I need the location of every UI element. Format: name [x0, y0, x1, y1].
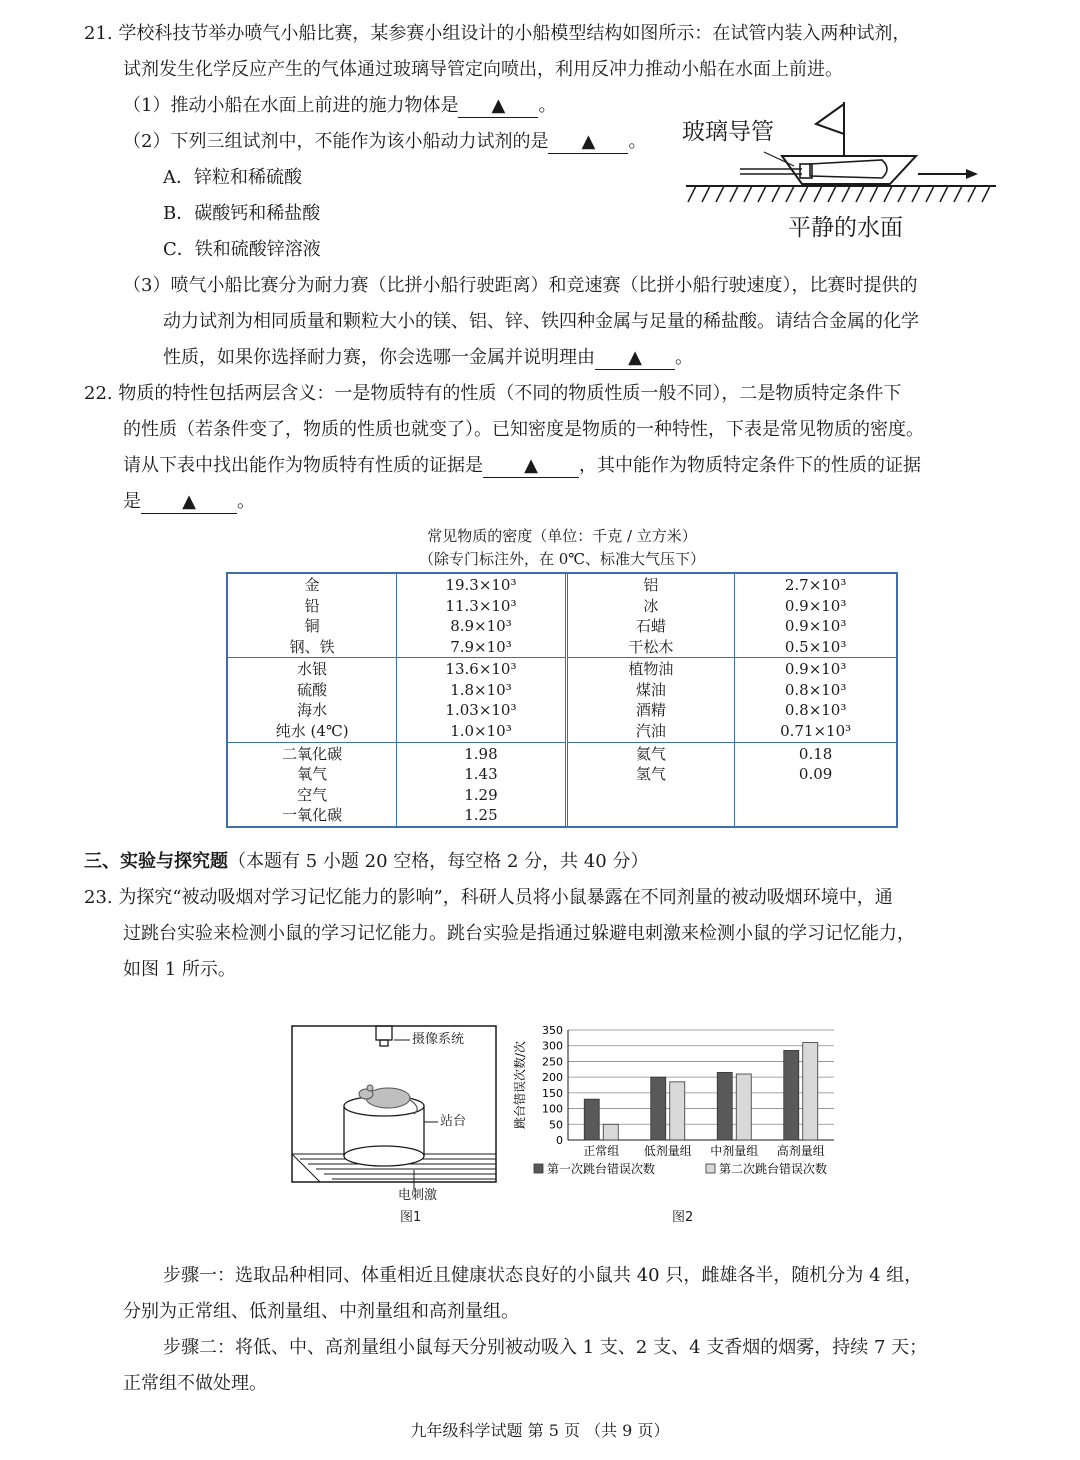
bar-second-attempt	[603, 1124, 618, 1140]
label-water-surface: 平静的水面	[788, 215, 903, 241]
table-cell-text: 8.9×10³	[450, 617, 512, 635]
q21-part1: （1）推动小船在水面上前进的施力物体是 ▲ 。	[123, 95, 557, 116]
table-cell-text: 氦气	[635, 744, 666, 763]
bar-first-attempt	[584, 1099, 599, 1140]
q22-line4: 是 ▲ 。	[123, 491, 255, 512]
density-group-row	[228, 742, 896, 826]
q21-part3-line1: （3）喷气小船比赛分为耐力赛（比拼小船行驶距离）和竞速赛（比拼小船行驶速度），比赛时提供的	[123, 275, 918, 296]
page-footer: 九年级科学试题 第 5 页 （共 9 页）	[410, 1421, 670, 1440]
table-cell-text: 0.18	[798, 744, 833, 763]
x-category-label: 正常组	[583, 1144, 620, 1158]
answer-blank[interactable]: ▲	[548, 131, 628, 154]
table-cell-text: 0.09	[798, 765, 833, 784]
table-cell-text: 1.25	[464, 806, 498, 825]
bar-first-attempt	[651, 1077, 666, 1140]
density-value-cell	[735, 658, 896, 742]
table-cell-text: 硫酸	[297, 680, 328, 699]
answer-blank[interactable]: ▲	[483, 455, 579, 478]
table-cell-text: 1.29	[464, 785, 498, 804]
density-value-cell	[397, 574, 566, 658]
legend-swatch	[706, 1164, 715, 1173]
table-cell-text: 11.3×10³	[445, 596, 517, 615]
legend-label: 第二次跳台错误次数	[719, 1162, 828, 1176]
water-hatching	[688, 186, 990, 202]
table-cell-text: 0.71×10³	[780, 721, 852, 740]
table-cell-text: 汽油	[635, 721, 666, 740]
table-cell-text: 干松木	[628, 637, 674, 656]
table-cell-text: 7.9×10³	[450, 637, 512, 656]
substance-name-cell	[228, 742, 397, 826]
x-category-label: 中剂量组	[710, 1144, 759, 1158]
section-heading: 三、实验与探究题（本题有 5 小题 20 空格，每空格 2 分，共 40 分）	[84, 851, 649, 872]
table-cell-text: 铅	[304, 596, 320, 615]
figure-2	[512, 1018, 862, 1230]
table-cell-text: 煤油	[635, 680, 666, 699]
legend-label: 第一次跳台错误次数	[547, 1162, 656, 1176]
table-cell-text: 0.9×10³	[784, 660, 847, 679]
camera-label: 摄像系统	[412, 1032, 465, 1047]
density-group-row	[228, 658, 896, 742]
bar-second-attempt	[670, 1082, 685, 1140]
table-cell-text: 1.8×10³	[450, 680, 512, 699]
camera	[376, 1026, 392, 1040]
table-cell-text: 0.8×10³	[784, 680, 847, 699]
table-cell-text: 石蜡	[635, 617, 666, 635]
x-category-label: 低剂量组	[643, 1144, 692, 1158]
q23-line2: 过跳台实验来检测小鼠的学习记忆能力。跳台实验是指通过躲避电刺激来检测小鼠的学习记忆能力，	[123, 923, 915, 944]
flag	[816, 104, 844, 134]
table-cell-text: 酒精	[635, 701, 666, 720]
bar-first-attempt	[717, 1072, 732, 1140]
step1-line1: 步骤一：选取品种相同、体重相近且健康状态良好的小鼠共 40 只，雌雄各半，随机分为 4 组，	[163, 1265, 923, 1286]
q23-line3: 如图 1 所示。	[123, 959, 236, 980]
table-cell-text: 0.9×10³	[784, 617, 847, 635]
y-tick-label: 250	[542, 1055, 563, 1069]
table-cell-text: 铝	[643, 576, 659, 594]
density-table	[226, 572, 898, 828]
q21-option-a: A．锌粒和稀硫酸	[163, 167, 302, 188]
table-cell-text: 氢气	[635, 765, 666, 784]
step1-line2: 分别为正常组、低剂量组、中剂量组和高剂量组。	[123, 1301, 519, 1322]
boat-hull	[782, 156, 916, 184]
answer-blank[interactable]: ▲	[595, 347, 675, 370]
table-title: 常见物质的密度（单位：千克 / 立方米）	[427, 527, 697, 545]
table-cell-text: 纯水 (4℃)	[275, 721, 349, 740]
q21-stem-line1: 21. 学校科技节举办喷气小船比赛，某参赛小组设计的小船模型结构如图所示：在试管内装入两种试剂，	[84, 23, 911, 44]
jump-platform-diagram	[290, 1022, 502, 1192]
table-cell-text: 海水	[297, 701, 328, 720]
table-cell-text: 空气	[297, 785, 328, 804]
density-value-cell	[397, 658, 566, 742]
substance-name-cell	[566, 742, 735, 826]
substance-name-cell	[566, 574, 735, 658]
platform-base	[344, 1146, 424, 1166]
q22-line1: 22. 物质的特性包括两层含义：一是物质特有的性质（不同的物质性质一般不同），二是物质特定条件下	[84, 383, 902, 404]
table-cell-text: 金	[304, 576, 320, 594]
table-cell-text: 2.7×10³	[784, 576, 847, 594]
step2-line1: 步骤二：将低、中、高剂量组小鼠每天分别被动吸入 1 支、2 支、4 支香烟的烟雾，持续 7 天；	[163, 1337, 928, 1358]
label-leader	[764, 152, 794, 166]
bar-chart	[512, 1018, 862, 1198]
table-cell-text	[735, 785, 896, 806]
table-cell-text: 0.5×10³	[784, 637, 847, 656]
y-axis-label: 跳台错误次数/次	[513, 1040, 527, 1130]
q21-option-c: C．铁和硫酸锌溶液	[163, 239, 321, 260]
legend-swatch	[534, 1164, 543, 1173]
platform-label: 站台	[440, 1114, 467, 1129]
table-cell-text: 13.6×10³	[445, 660, 517, 679]
y-tick-label: 0	[556, 1134, 563, 1147]
shock-label: 电刺激	[398, 1188, 438, 1203]
table-cell-text	[568, 805, 735, 826]
table-cell-text: 冰	[643, 596, 659, 615]
y-tick-label: 300	[542, 1039, 563, 1053]
table-cell-text: 二氧化碳	[282, 744, 343, 763]
step2-line2: 正常组不做处理。	[123, 1373, 267, 1394]
table-cell-text: 1.98	[464, 744, 498, 763]
table-cell-text	[568, 785, 735, 806]
table-cell-text: 水银	[297, 660, 328, 679]
density-value-cell	[735, 742, 896, 826]
q22-line2: 的性质（若条件变了，物质的性质也就变了）。已知密度是物质的一种特性，下表是常见物质的密度。	[123, 419, 924, 440]
figure-2-caption: 图2	[672, 1210, 694, 1225]
table-cell-text: 铜	[304, 617, 320, 635]
label-glass-tube: 玻璃导管	[682, 119, 774, 145]
figure-1-caption: 图1	[400, 1210, 422, 1225]
q21-option-b: B．碳酸钙和稀盐酸	[163, 203, 321, 224]
q21-stem-line2: 试剂发生化学反应产生的气体通过玻璃导管定向喷出，利用反冲力推动小船在水面上前进。	[123, 59, 843, 80]
test-tube	[810, 160, 887, 178]
table-cell-text: 19.3×10³	[445, 576, 517, 594]
y-tick-label: 50	[549, 1118, 563, 1132]
q21-part2: （2）下列三组试剂中，不能作为该小船动力试剂的是 ▲ 。	[123, 131, 647, 152]
y-tick-label: 100	[542, 1102, 563, 1116]
table-cell-text: 钢、铁	[289, 637, 335, 656]
substance-name-cell	[228, 658, 397, 742]
q22-line3: 请从下表中找出能作为物质特有性质的证据是 ▲ ，其中能作为物质特定条件下的性质的证据	[123, 455, 921, 476]
table-cell-text: 0.8×10³	[784, 701, 847, 720]
y-tick-label: 350	[542, 1024, 563, 1037]
bar-first-attempt	[784, 1050, 799, 1140]
table-cell-text: 一氧化碳	[282, 806, 343, 825]
mouse	[366, 1088, 410, 1108]
table-subtitle: （除专门标注外，在 0℃、标准大气压下）	[418, 550, 706, 568]
bar-second-attempt	[803, 1043, 818, 1140]
substance-name-cell	[566, 658, 735, 742]
table-cell-text: 氧气	[297, 765, 328, 784]
density-value-cell	[397, 742, 566, 826]
table-cell-text: 植物油	[628, 660, 674, 679]
q21-part3-line3: 性质，如果你选择耐力赛，你会选哪一金属并说明理由 ▲ 。	[163, 347, 693, 368]
answer-blank[interactable]: ▲	[141, 491, 237, 514]
q23-line1: 23. 为探究“被动吸烟对学习记忆能力的影响”，科研人员将小鼠暴露在不同剂量的被动吸烟环境中，通	[84, 887, 893, 908]
boat-figure	[676, 98, 1000, 250]
table-cell-text: 0.9×10³	[784, 596, 847, 615]
density-value-cell	[735, 574, 896, 658]
x-category-label: 高剂量组	[776, 1144, 825, 1158]
substance-name-cell	[228, 574, 397, 658]
bar-second-attempt	[736, 1074, 751, 1140]
density-group-row	[228, 574, 896, 658]
y-tick-label: 150	[542, 1086, 563, 1100]
table-cell-text: 1.43	[464, 765, 498, 784]
table-cell-text: 1.0×10³	[450, 721, 512, 740]
answer-blank[interactable]: ▲	[458, 95, 538, 118]
y-tick-label: 200	[542, 1071, 563, 1085]
figure-1	[290, 1022, 502, 1228]
q21-part3-line2: 动力试剂为相同质量和颗粒大小的镁、铝、锌、铁四种金属与足量的稀盐酸。请结合金属的化学	[163, 311, 919, 332]
table-cell-text	[735, 805, 896, 826]
table-cell-text: 1.03×10³	[445, 701, 517, 720]
